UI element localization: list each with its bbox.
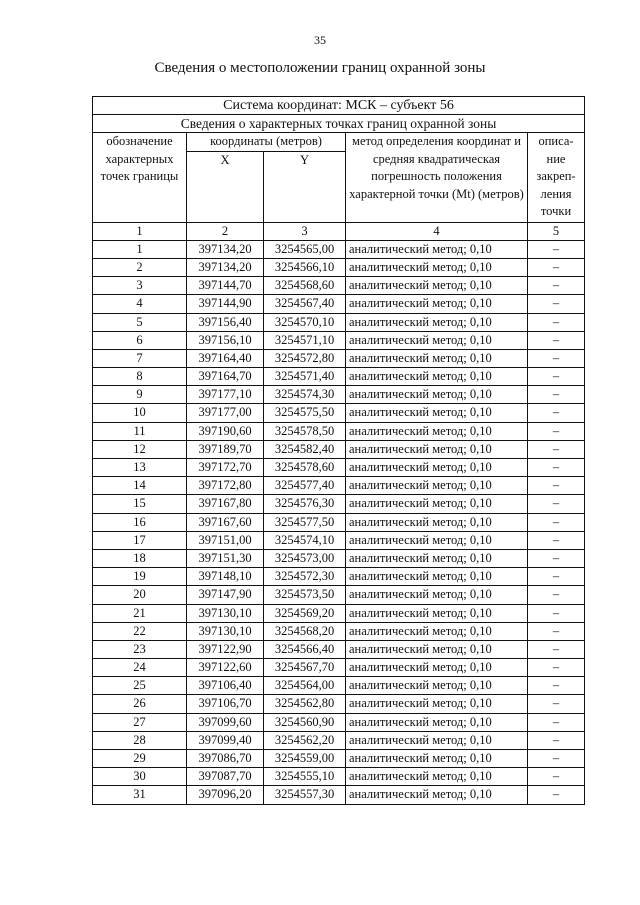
table-row xyxy=(93,750,585,768)
method-cell: аналитический метод; 0,10 xyxy=(346,568,528,586)
description-cell: – xyxy=(528,604,585,622)
description-cell: – xyxy=(528,531,585,549)
method-cell: аналитический метод; 0,10 xyxy=(346,258,528,276)
point-number-cell: 17 xyxy=(93,531,187,549)
table-row xyxy=(93,295,585,313)
method-cell: аналитический метод; 0,10 xyxy=(346,349,528,367)
y-coordinate-cell: 3254567,40 xyxy=(264,295,346,313)
x-coordinate-cell: 397106,40 xyxy=(187,677,264,695)
y-coordinate-cell: 3254578,50 xyxy=(264,422,346,440)
x-coordinate-cell: 397122,60 xyxy=(187,659,264,677)
y-coordinate-cell: 3254569,20 xyxy=(264,604,346,622)
x-coordinate-cell: 397156,40 xyxy=(187,313,264,331)
y-coordinate-cell: 3254572,80 xyxy=(264,349,346,367)
method-cell: аналитический метод; 0,10 xyxy=(346,768,528,786)
header-row-1 xyxy=(93,133,585,151)
method-cell: аналитический метод; 0,10 xyxy=(346,240,528,258)
x-coordinate-cell: 397156,10 xyxy=(187,331,264,349)
method-cell: аналитический метод; 0,10 xyxy=(346,695,528,713)
description-cell: – xyxy=(528,295,585,313)
point-number-cell: 1 xyxy=(93,240,187,258)
y-coordinate-cell: 3254567,70 xyxy=(264,659,346,677)
y-coordinate-cell: 3254577,50 xyxy=(264,513,346,531)
x-coordinate-cell: 397122,90 xyxy=(187,640,264,658)
description-cell: – xyxy=(528,349,585,367)
table-row xyxy=(93,731,585,749)
y-coordinate-cell: 3254564,00 xyxy=(264,677,346,695)
method-cell: аналитический метод; 0,10 xyxy=(346,477,528,495)
point-number-cell: 9 xyxy=(93,386,187,404)
y-coordinate-cell: 3254571,40 xyxy=(264,368,346,386)
description-cell: – xyxy=(528,513,585,531)
x-coordinate-cell: 397144,70 xyxy=(187,277,264,295)
table-row xyxy=(93,459,585,477)
y-coordinate-cell: 3254575,50 xyxy=(264,404,346,422)
point-number-cell: 13 xyxy=(93,459,187,477)
coordinate-system: Система координат: МСК – субъект 56 xyxy=(93,97,585,115)
table-row xyxy=(93,495,585,513)
method-cell: аналитический метод; 0,10 xyxy=(346,713,528,731)
method-cell: аналитический метод; 0,10 xyxy=(346,586,528,604)
method-cell: аналитический метод; 0,10 xyxy=(346,331,528,349)
point-number-cell: 27 xyxy=(93,713,187,731)
table-row xyxy=(93,258,585,276)
x-coordinate-cell: 397130,10 xyxy=(187,622,264,640)
point-number-cell: 3 xyxy=(93,277,187,295)
table-row xyxy=(93,568,585,586)
description-cell: – xyxy=(528,386,585,404)
x-coordinate-cell: 397134,20 xyxy=(187,240,264,258)
table-row xyxy=(93,440,585,458)
table-row xyxy=(93,604,585,622)
description-cell: – xyxy=(528,368,585,386)
column-number: 3 xyxy=(264,222,346,240)
method-cell: аналитический метод; 0,10 xyxy=(346,277,528,295)
table-row xyxy=(93,349,585,367)
y-coordinate-cell: 3254568,60 xyxy=(264,277,346,295)
x-coordinate-cell: 397164,40 xyxy=(187,349,264,367)
method-cell: аналитический метод; 0,10 xyxy=(346,313,528,331)
point-number-cell: 23 xyxy=(93,640,187,658)
header-description: описа-ние закреп-ления точки xyxy=(528,133,585,222)
description-cell: – xyxy=(528,404,585,422)
point-number-cell: 19 xyxy=(93,568,187,586)
x-coordinate-cell: 397167,60 xyxy=(187,513,264,531)
table-row xyxy=(93,531,585,549)
table-body xyxy=(93,97,585,805)
header-point: обозначение характерных точек границы xyxy=(93,133,187,222)
description-cell: – xyxy=(528,731,585,749)
table-row xyxy=(93,313,585,331)
description-cell: – xyxy=(528,313,585,331)
method-cell: аналитический метод; 0,10 xyxy=(346,786,528,804)
x-coordinate-cell: 397147,90 xyxy=(187,586,264,604)
x-coordinate-cell: 397167,80 xyxy=(187,495,264,513)
column-number: 1 xyxy=(93,222,187,240)
method-cell: аналитический метод; 0,10 xyxy=(346,731,528,749)
point-number-cell: 18 xyxy=(93,549,187,567)
table-row xyxy=(93,622,585,640)
description-cell: – xyxy=(528,622,585,640)
point-number-cell: 21 xyxy=(93,604,187,622)
x-coordinate-cell: 397164,70 xyxy=(187,368,264,386)
x-coordinate-cell: 397099,60 xyxy=(187,713,264,731)
description-cell: – xyxy=(528,277,585,295)
x-coordinate-cell: 397144,90 xyxy=(187,295,264,313)
table-row xyxy=(93,768,585,786)
y-coordinate-cell: 3254576,30 xyxy=(264,495,346,513)
column-number: 5 xyxy=(528,222,585,240)
table-row xyxy=(93,240,585,258)
header-coordinates: координаты (метров) xyxy=(187,133,346,151)
column-number: 4 xyxy=(346,222,528,240)
column-numbers-row xyxy=(93,222,585,240)
x-coordinate-cell: 397172,80 xyxy=(187,477,264,495)
description-cell: – xyxy=(528,786,585,804)
document-title: Сведения о местоположении границ охранной зоны xyxy=(154,60,486,76)
method-cell: аналитический метод; 0,10 xyxy=(346,404,528,422)
y-coordinate-cell: 3254572,30 xyxy=(264,568,346,586)
description-cell: – xyxy=(528,768,585,786)
table-row xyxy=(93,513,585,531)
y-coordinate-cell: 3254582,40 xyxy=(264,440,346,458)
point-number-cell: 12 xyxy=(93,440,187,458)
y-coordinate-cell: 3254577,40 xyxy=(264,477,346,495)
table-row xyxy=(93,422,585,440)
description-cell: – xyxy=(528,659,585,677)
point-number-cell: 22 xyxy=(93,622,187,640)
description-cell: – xyxy=(528,440,585,458)
point-number-cell: 30 xyxy=(93,768,187,786)
description-cell: – xyxy=(528,549,585,567)
point-number-cell: 16 xyxy=(93,513,187,531)
y-coordinate-cell: 3254555,10 xyxy=(264,768,346,786)
point-number-cell: 10 xyxy=(93,404,187,422)
y-coordinate-cell: 3254568,20 xyxy=(264,622,346,640)
point-number-cell: 11 xyxy=(93,422,187,440)
x-coordinate-cell: 397106,70 xyxy=(187,695,264,713)
x-coordinate-cell: 397151,00 xyxy=(187,531,264,549)
header-x: X xyxy=(187,151,264,222)
y-coordinate-cell: 3254570,10 xyxy=(264,313,346,331)
y-coordinate-cell: 3254573,50 xyxy=(264,586,346,604)
method-cell: аналитический метод; 0,10 xyxy=(346,549,528,567)
y-coordinate-cell: 3254562,80 xyxy=(264,695,346,713)
point-number-cell: 26 xyxy=(93,695,187,713)
x-coordinate-cell: 397148,10 xyxy=(187,568,264,586)
header-y: Y xyxy=(264,151,346,222)
y-coordinate-cell: 3254574,30 xyxy=(264,386,346,404)
method-cell: аналитический метод; 0,10 xyxy=(346,640,528,658)
method-cell: аналитический метод; 0,10 xyxy=(346,513,528,531)
point-number-cell: 25 xyxy=(93,677,187,695)
x-coordinate-cell: 397134,20 xyxy=(187,258,264,276)
page-number: 35 xyxy=(314,33,326,47)
table-row xyxy=(93,695,585,713)
point-number-cell: 14 xyxy=(93,477,187,495)
description-cell: – xyxy=(528,695,585,713)
description-cell: – xyxy=(528,713,585,731)
y-coordinate-cell: 3254560,90 xyxy=(264,713,346,731)
method-cell: аналитический метод; 0,10 xyxy=(346,622,528,640)
point-number-cell: 5 xyxy=(93,313,187,331)
point-number-cell: 24 xyxy=(93,659,187,677)
method-cell: аналитический метод; 0,10 xyxy=(346,750,528,768)
y-coordinate-cell: 3254578,60 xyxy=(264,459,346,477)
x-coordinate-cell: 397172,70 xyxy=(187,459,264,477)
method-cell: аналитический метод; 0,10 xyxy=(346,531,528,549)
x-coordinate-cell: 397190,60 xyxy=(187,422,264,440)
table-row xyxy=(93,277,585,295)
method-cell: аналитический метод; 0,10 xyxy=(346,604,528,622)
method-cell: аналитический метод; 0,10 xyxy=(346,295,528,313)
section-row xyxy=(93,115,585,133)
x-coordinate-cell: 397099,40 xyxy=(187,731,264,749)
point-number-cell: 20 xyxy=(93,586,187,604)
point-number-cell: 6 xyxy=(93,331,187,349)
table-row xyxy=(93,549,585,567)
table-row xyxy=(93,368,585,386)
column-number: 2 xyxy=(187,222,264,240)
point-number-cell: 2 xyxy=(93,258,187,276)
y-coordinate-cell: 3254566,40 xyxy=(264,640,346,658)
description-cell: – xyxy=(528,258,585,276)
description-cell: – xyxy=(528,677,585,695)
x-coordinate-cell: 397189,70 xyxy=(187,440,264,458)
coordinate-system-row xyxy=(93,97,585,115)
description-cell: – xyxy=(528,495,585,513)
table-row xyxy=(93,331,585,349)
method-cell: аналитический метод; 0,10 xyxy=(346,495,528,513)
point-number-cell: 15 xyxy=(93,495,187,513)
method-cell: аналитический метод; 0,10 xyxy=(346,386,528,404)
section-title: Сведения о характерных точках границ охранной зоны xyxy=(93,115,585,133)
description-cell: – xyxy=(528,568,585,586)
y-coordinate-cell: 3254566,10 xyxy=(264,258,346,276)
description-cell: – xyxy=(528,750,585,768)
y-coordinate-cell: 3254573,00 xyxy=(264,549,346,567)
x-coordinate-cell: 397086,70 xyxy=(187,750,264,768)
y-coordinate-cell: 3254571,10 xyxy=(264,331,346,349)
point-number-cell: 31 xyxy=(93,786,187,804)
method-cell: аналитический метод; 0,10 xyxy=(346,368,528,386)
point-number-cell: 7 xyxy=(93,349,187,367)
method-cell: аналитический метод; 0,10 xyxy=(346,422,528,440)
y-coordinate-cell: 3254565,00 xyxy=(264,240,346,258)
table-row xyxy=(93,404,585,422)
method-cell: аналитический метод; 0,10 xyxy=(346,677,528,695)
table-row xyxy=(93,677,585,695)
description-cell: – xyxy=(528,240,585,258)
method-cell: аналитический метод; 0,10 xyxy=(346,659,528,677)
y-coordinate-cell: 3254559,00 xyxy=(264,750,346,768)
x-coordinate-cell: 397096,20 xyxy=(187,786,264,804)
x-coordinate-cell: 397151,30 xyxy=(187,549,264,567)
table-row xyxy=(93,713,585,731)
table-row xyxy=(93,659,585,677)
y-coordinate-cell: 3254557,30 xyxy=(264,786,346,804)
description-cell: – xyxy=(528,477,585,495)
table-row xyxy=(93,586,585,604)
point-number-cell: 4 xyxy=(93,295,187,313)
table-row xyxy=(93,786,585,804)
x-coordinate-cell: 397177,10 xyxy=(187,386,264,404)
description-cell: – xyxy=(528,640,585,658)
description-cell: – xyxy=(528,422,585,440)
table-row xyxy=(93,477,585,495)
table-row xyxy=(93,386,585,404)
x-coordinate-cell: 397130,10 xyxy=(187,604,264,622)
x-coordinate-cell: 397087,70 xyxy=(187,768,264,786)
description-cell: – xyxy=(528,586,585,604)
y-coordinate-cell: 3254562,20 xyxy=(264,731,346,749)
coordinates-table xyxy=(92,96,585,805)
point-number-cell: 28 xyxy=(93,731,187,749)
description-cell: – xyxy=(528,331,585,349)
method-cell: аналитический метод; 0,10 xyxy=(346,459,528,477)
y-coordinate-cell: 3254574,10 xyxy=(264,531,346,549)
point-number-cell: 29 xyxy=(93,750,187,768)
method-cell: аналитический метод; 0,10 xyxy=(346,440,528,458)
table-row xyxy=(93,640,585,658)
header-method: метод определения координат и средняя квадратическая погрешность положения характерной точки (Mt) (метров) xyxy=(346,133,528,222)
point-number-cell: 8 xyxy=(93,368,187,386)
x-coordinate-cell: 397177,00 xyxy=(187,404,264,422)
description-cell: – xyxy=(528,459,585,477)
